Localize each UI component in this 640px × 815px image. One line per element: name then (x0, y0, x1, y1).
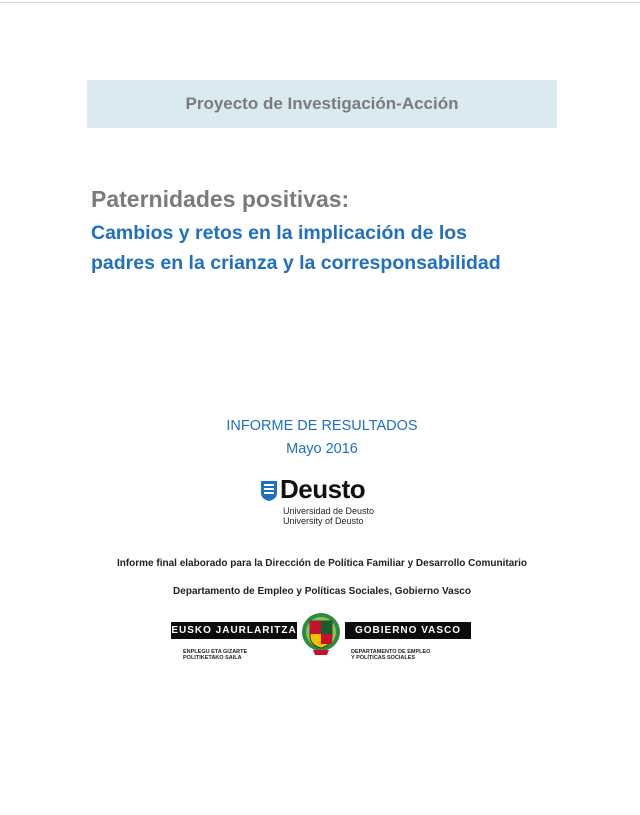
document-subtitle-line-1: Cambios y retos en la implicación de los (91, 222, 468, 244)
gv-label-left: EUSKO JAURLARITZA (171, 622, 297, 639)
project-banner (87, 80, 557, 128)
gv-sublabel-left (183, 649, 247, 661)
gv-label-right: GOBIERNO VASCO (345, 622, 471, 639)
document-subtitle-line-2: padres en la crianza y la corresponsabilidad (91, 252, 501, 274)
deusto-logo (261, 474, 391, 528)
department-line: Departamento de Empleo y Políticas Sociales, Gobierno Vasco (173, 586, 471, 597)
deusto-name-es: Universidad de Deusto (283, 506, 375, 516)
deusto-shield-icon (261, 481, 277, 501)
gv-sublabel-left-1: ENPLEGU ETA GIZARTE (183, 649, 248, 655)
deusto-wordmark: Deusto (280, 474, 366, 504)
gobierno-vasco-logo (171, 612, 471, 667)
document-title: Paternidades positivas: (91, 186, 350, 212)
basque-crest-icon (301, 612, 341, 656)
top-rule (0, 2, 640, 3)
gv-sublabel-left-2: POLITIKETAKO SAILA (183, 655, 242, 661)
report-date: Mayo 2016 (286, 441, 358, 457)
gv-sublabel-right-2: Y POLÍTICAS SOCIALES (351, 655, 416, 661)
prepared-for-line: Informe final elaborado para la Dirección de Política Familiar y Desarrollo Comunitario (116, 558, 528, 569)
gv-sublabel-right-1: DEPARTAMENTO DE EMPLEO (351, 649, 431, 655)
project-banner-title: Proyecto de Investigación-Acción (185, 94, 459, 113)
report-label: INFORME DE RESULTADOS (226, 418, 418, 434)
deusto-name-en: University of Deusto (283, 516, 364, 526)
gv-sublabel-right (351, 649, 430, 661)
